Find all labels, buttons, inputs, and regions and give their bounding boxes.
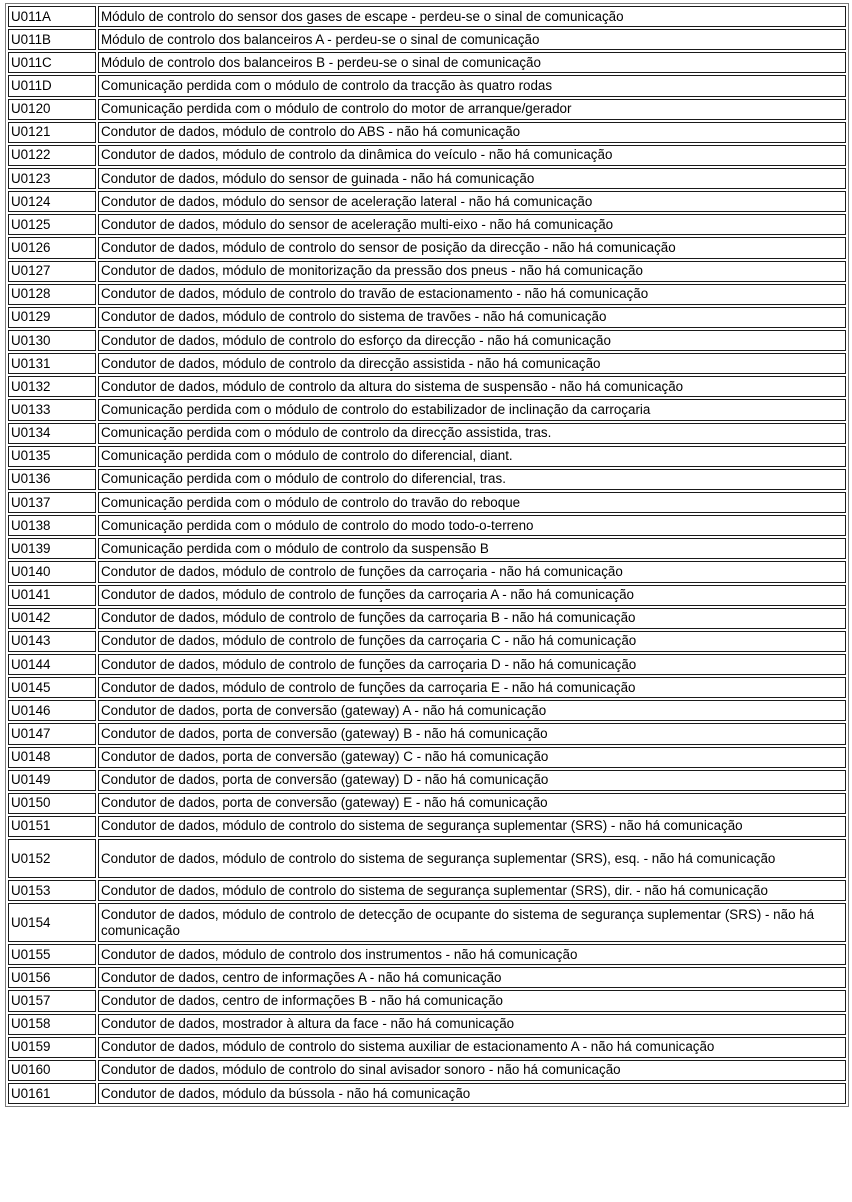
table-row <box>8 903 846 942</box>
table-row <box>8 990 846 1011</box>
table-row <box>8 967 846 988</box>
fault-code-cell: U0147 <box>8 723 96 744</box>
fault-description-cell: Condutor de dados, módulo de controlo dos instrumentos - não há comunicação <box>98 944 846 965</box>
table-row <box>8 29 846 50</box>
fault-code-cell: U0128 <box>8 284 96 305</box>
table-row <box>8 6 846 27</box>
fault-description-cell: Condutor de dados, módulo de controlo da dinâmica do veículo - não há comunicação <box>98 145 846 166</box>
fault-description-cell: Condutor de dados, módulo de controlo do sistema de segurança suplementar (SRS), dir. - não há comunicação <box>98 880 846 901</box>
table-row <box>8 723 846 744</box>
table-row <box>8 376 846 397</box>
fault-code-cell: U0152 <box>8 839 96 878</box>
fault-description-cell: Condutor de dados, módulo do sensor de guinada - não há comunicação <box>98 168 846 189</box>
table-row <box>8 1083 846 1104</box>
fault-description-cell: Condutor de dados, centro de informações B - não há comunicação <box>98 990 846 1011</box>
table-row <box>8 585 846 606</box>
fault-code-cell: U0120 <box>8 99 96 120</box>
fault-code-cell: U0122 <box>8 145 96 166</box>
fault-description-cell: Condutor de dados, módulo de controlo do sistema auxiliar de estacionamento A - não há comunicação <box>98 1037 846 1058</box>
fault-description-cell: Condutor de dados, módulo de controlo da direcção assistida - não há comunicação <box>98 353 846 374</box>
fault-description-cell: Comunicação perdida com o módulo de controlo do diferencial, tras. <box>98 469 846 490</box>
table-row <box>8 168 846 189</box>
table-row <box>8 492 846 513</box>
table-row <box>8 1014 846 1035</box>
table-row <box>8 515 846 536</box>
table-row <box>8 261 846 282</box>
fault-code-cell: U011D <box>8 75 96 96</box>
fault-code-cell: U0156 <box>8 967 96 988</box>
fault-code-cell: U011C <box>8 52 96 73</box>
fault-code-cell: U0148 <box>8 747 96 768</box>
fault-code-cell: U0149 <box>8 770 96 791</box>
table-row <box>8 423 846 444</box>
fault-description-cell: Módulo de controlo do sensor dos gases de escape - perdeu-se o sinal de comunicação <box>98 6 846 27</box>
fault-description-cell: Condutor de dados, módulo de controlo de detecção de ocupante do sistema de segurança suplementar (SRS) - não há comunicação <box>98 903 846 942</box>
table-row <box>8 145 846 166</box>
table-row <box>8 631 846 652</box>
fault-code-cell: U0138 <box>8 515 96 536</box>
fault-description-cell: Comunicação perdida com o módulo de controlo da suspensão B <box>98 538 846 559</box>
fault-code-cell: U0129 <box>8 307 96 328</box>
fault-code-cell: U0145 <box>8 677 96 698</box>
table-row <box>8 816 846 837</box>
fault-code-cell: U0159 <box>8 1037 96 1058</box>
fault-code-cell: U0136 <box>8 469 96 490</box>
fault-code-cell: U0144 <box>8 654 96 675</box>
fault-code-cell: U011B <box>8 29 96 50</box>
fault-description-cell: Condutor de dados, módulo de monitorização da pressão dos pneus - não há comunicação <box>98 261 846 282</box>
fault-description-cell: Condutor de dados, centro de informações A - não há comunicação <box>98 967 846 988</box>
table-row <box>8 770 846 791</box>
fault-code-cell: U0130 <box>8 330 96 351</box>
fault-description-cell: Condutor de dados, módulo de controlo do sistema de travões - não há comunicação <box>98 307 846 328</box>
fault-description-cell: Condutor de dados, módulo de controlo da altura do sistema de suspensão - não há comunicação <box>98 376 846 397</box>
fault-code-cell: U0134 <box>8 423 96 444</box>
dtc-table-container <box>5 3 849 1107</box>
fault-code-cell: U0133 <box>8 399 96 420</box>
fault-description-cell: Condutor de dados, porta de conversão (gateway) A - não há comunicação <box>98 700 846 721</box>
fault-code-cell: U0142 <box>8 608 96 629</box>
fault-code-cell: U0143 <box>8 631 96 652</box>
table-row <box>8 307 846 328</box>
fault-description-cell: Comunicação perdida com o módulo de controlo do travão do reboque <box>98 492 846 513</box>
fault-description-cell: Condutor de dados, módulo de controlo de funções da carroçaria D - não há comunicação <box>98 654 846 675</box>
fault-code-cell: U0157 <box>8 990 96 1011</box>
fault-code-cell: U0141 <box>8 585 96 606</box>
table-row <box>8 237 846 258</box>
fault-code-cell: U0140 <box>8 561 96 582</box>
table-row <box>8 944 846 965</box>
fault-description-cell: Condutor de dados, porta de conversão (gateway) E - não há comunicação <box>98 793 846 814</box>
fault-description-cell: Comunicação perdida com o módulo de controlo do estabilizador de inclinação da carroçaria <box>98 399 846 420</box>
fault-code-cell: U0153 <box>8 880 96 901</box>
table-row <box>8 561 846 582</box>
fault-code-cell: U0125 <box>8 214 96 235</box>
fault-code-cell: U0131 <box>8 353 96 374</box>
fault-description-cell: Condutor de dados, módulo de controlo de funções da carroçaria C - não há comunicação <box>98 631 846 652</box>
table-row <box>8 880 846 901</box>
table-row <box>8 446 846 467</box>
table-row <box>8 353 846 374</box>
fault-code-cell: U0158 <box>8 1014 96 1035</box>
fault-code-cell: U0135 <box>8 446 96 467</box>
fault-description-cell: Comunicação perdida com o módulo de controlo do diferencial, diant. <box>98 446 846 467</box>
fault-description-cell: Condutor de dados, módulo de controlo do sinal avisador sonoro - não há comunicação <box>98 1060 846 1081</box>
fault-description-cell: Comunicação perdida com o módulo de controlo da direcção assistida, tras. <box>98 423 846 444</box>
table-row <box>8 677 846 698</box>
fault-description-cell: Condutor de dados, módulo de controlo do sistema de segurança suplementar (SRS), esq. - não há comunicação <box>98 839 846 878</box>
table-row <box>8 1037 846 1058</box>
fault-code-cell: U011A <box>8 6 96 27</box>
table-row <box>8 654 846 675</box>
fault-description-cell: Condutor de dados, mostrador à altura da face - não há comunicação <box>98 1014 846 1035</box>
fault-description-cell: Condutor de dados, módulo de controlo do sensor de posição da direcção - não há comunicação <box>98 237 846 258</box>
table-row <box>8 399 846 420</box>
fault-description-cell: Condutor de dados, módulo de controlo do travão de estacionamento - não há comunicação <box>98 284 846 305</box>
table-row <box>8 793 846 814</box>
table-row <box>8 469 846 490</box>
fault-code-cell: U0124 <box>8 191 96 212</box>
table-row <box>8 1060 846 1081</box>
fault-code-cell: U0139 <box>8 538 96 559</box>
fault-code-cell: U0161 <box>8 1083 96 1104</box>
fault-code-cell: U0127 <box>8 261 96 282</box>
fault-description-cell: Condutor de dados, porta de conversão (gateway) C - não há comunicação <box>98 747 846 768</box>
table-row <box>8 122 846 143</box>
table-row <box>8 330 846 351</box>
fault-description-cell: Comunicação perdida com o módulo de controlo do modo todo-o-terreno <box>98 515 846 536</box>
table-row <box>8 608 846 629</box>
fault-description-cell: Condutor de dados, módulo do sensor de aceleração multi-eixo - não há comunicação <box>98 214 846 235</box>
fault-code-cell: U0155 <box>8 944 96 965</box>
fault-description-cell: Condutor de dados, módulo do sensor de aceleração lateral - não há comunicação <box>98 191 846 212</box>
fault-code-cell: U0132 <box>8 376 96 397</box>
table-row <box>8 700 846 721</box>
table-row <box>8 214 846 235</box>
fault-code-cell: U0137 <box>8 492 96 513</box>
fault-code-cell: U0160 <box>8 1060 96 1081</box>
table-row <box>8 99 846 120</box>
fault-description-cell: Condutor de dados, módulo de controlo do esforço da direcção - não há comunicação <box>98 330 846 351</box>
table-row <box>8 52 846 73</box>
fault-description-cell: Comunicação perdida com o módulo de controlo do motor de arranque/gerador <box>98 99 846 120</box>
fault-description-cell: Módulo de controlo dos balanceiros A - perdeu-se o sinal de comunicação <box>98 29 846 50</box>
fault-code-cell: U0123 <box>8 168 96 189</box>
table-row <box>8 538 846 559</box>
fault-description-cell: Condutor de dados, módulo de controlo do ABS - não há comunicação <box>98 122 846 143</box>
dtc-code-table <box>5 3 849 1107</box>
fault-code-cell: U0150 <box>8 793 96 814</box>
fault-description-cell: Condutor de dados, módulo da bússola - não há comunicação <box>98 1083 846 1104</box>
fault-description-cell: Condutor de dados, módulo de controlo de funções da carroçaria - não há comunicação <box>98 561 846 582</box>
table-row <box>8 75 846 96</box>
fault-description-cell: Comunicação perdida com o módulo de controlo da tracção às quatro rodas <box>98 75 846 96</box>
fault-description-cell: Condutor de dados, porta de conversão (gateway) D - não há comunicação <box>98 770 846 791</box>
fault-code-cell: U0151 <box>8 816 96 837</box>
dtc-table-body <box>8 6 846 1104</box>
fault-description-cell: Módulo de controlo dos balanceiros B - perdeu-se o sinal de comunicação <box>98 52 846 73</box>
fault-code-cell: U0146 <box>8 700 96 721</box>
table-row <box>8 191 846 212</box>
table-row <box>8 839 846 878</box>
fault-description-cell: Condutor de dados, módulo de controlo de funções da carroçaria B - não há comunicação <box>98 608 846 629</box>
fault-description-cell: Condutor de dados, módulo de controlo de funções da carroçaria A - não há comunicação <box>98 585 846 606</box>
fault-code-cell: U0121 <box>8 122 96 143</box>
fault-code-cell: U0154 <box>8 903 96 942</box>
table-row <box>8 284 846 305</box>
fault-code-cell: U0126 <box>8 237 96 258</box>
fault-description-cell: Condutor de dados, módulo de controlo de funções da carroçaria E - não há comunicação <box>98 677 846 698</box>
fault-description-cell: Condutor de dados, módulo de controlo do sistema de segurança suplementar (SRS) - não há comunicação <box>98 816 846 837</box>
table-row <box>8 747 846 768</box>
fault-description-cell: Condutor de dados, porta de conversão (gateway) B - não há comunicação <box>98 723 846 744</box>
